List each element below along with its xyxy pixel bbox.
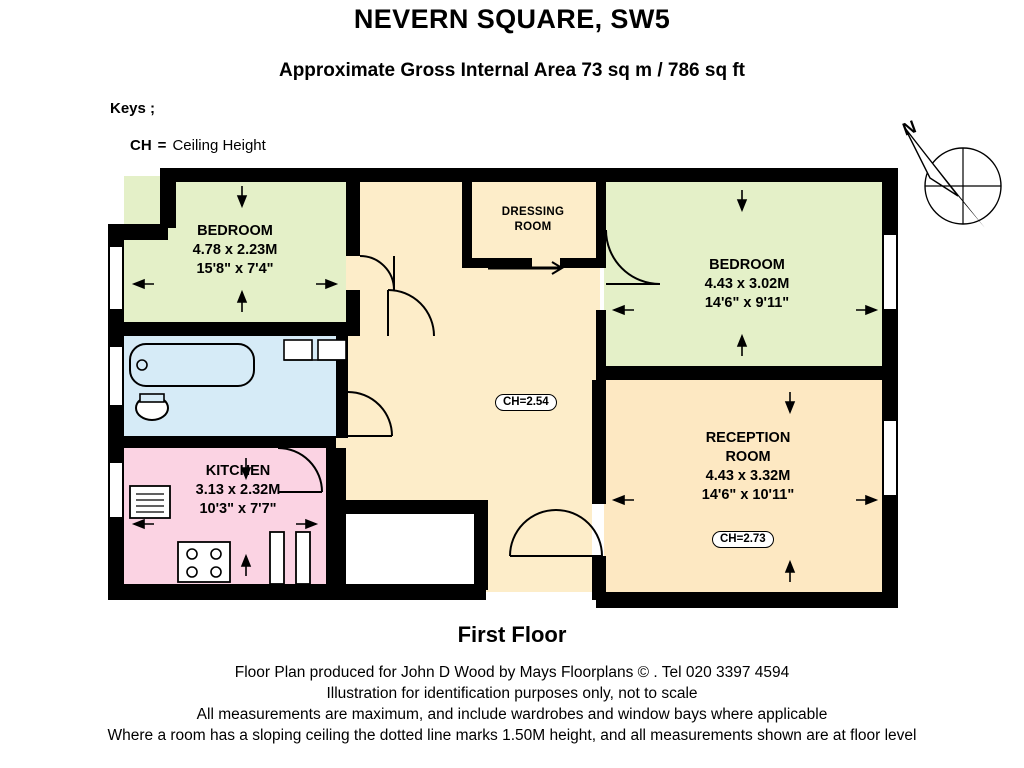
room-dim-metric: 4.43 x 3.02M (704, 276, 790, 292)
room-dim-metric: 3.13 x 2.32M (195, 482, 281, 498)
page-title: NEVERN SQUARE, SW5 (353, 4, 671, 34)
room-name: KITCHEN (205, 463, 271, 479)
ceiling-height-badge-reception: CH=2.73 (712, 531, 774, 548)
key-abbr: CH (130, 137, 152, 154)
room-fill-dressing (466, 176, 600, 262)
room-name-line2: ROOM (514, 221, 552, 233)
room-dim-imperial: 14'6" x 9'11" (704, 295, 790, 311)
room-dim-metric: 4.78 x 2.23M (192, 242, 278, 258)
room-dim-imperial: 10'3" x 7'7" (199, 501, 277, 517)
room-fill-reception (604, 380, 888, 592)
room-name-line1: RECEPTION (705, 430, 791, 446)
key-equals: = (157, 137, 167, 154)
footer-line-2: Illustration for identification purposes only, not to scale (326, 685, 698, 702)
room-name-line1: DRESSING (501, 206, 565, 218)
compass-rose (905, 128, 1001, 228)
footer-line-3: All measurements are maximum, and include wardrobes and window bays where applicable (196, 706, 828, 723)
room-dim-imperial: 14'6" x 10'11" (701, 487, 795, 503)
keys-heading: Keys ; (110, 100, 156, 117)
room-name: BEDROOM (709, 257, 785, 273)
floor-label: First Floor (457, 622, 567, 647)
compass-north-label: N (899, 116, 919, 140)
footer-line-4: Where a room has a sloping ceiling the dotted line marks 1.50M height, and all measurements shown are at floor level (107, 727, 917, 744)
room-name-line2: ROOM (725, 449, 771, 465)
room-fill-bedroom-right (604, 180, 888, 366)
room-name: BEDROOM (197, 223, 273, 239)
room-fill-bedroom-left (124, 176, 346, 322)
ceiling-height-badge-hall: CH=2.54 (495, 394, 557, 411)
room-dim-imperial: 15'8" x 7'4" (196, 261, 274, 277)
room-dim-metric: 4.43 x 3.32M (705, 468, 791, 484)
page-subtitle: Approximate Gross Internal Area 73 sq m / 786 sq ft (278, 60, 745, 81)
key-meaning: Ceiling Height (172, 137, 266, 154)
footer-line-1: Floor Plan produced for John D Wood by Mays Floorplans © . Tel 020 3397 4594 (234, 664, 790, 681)
footer-notes (0, 662, 1024, 746)
